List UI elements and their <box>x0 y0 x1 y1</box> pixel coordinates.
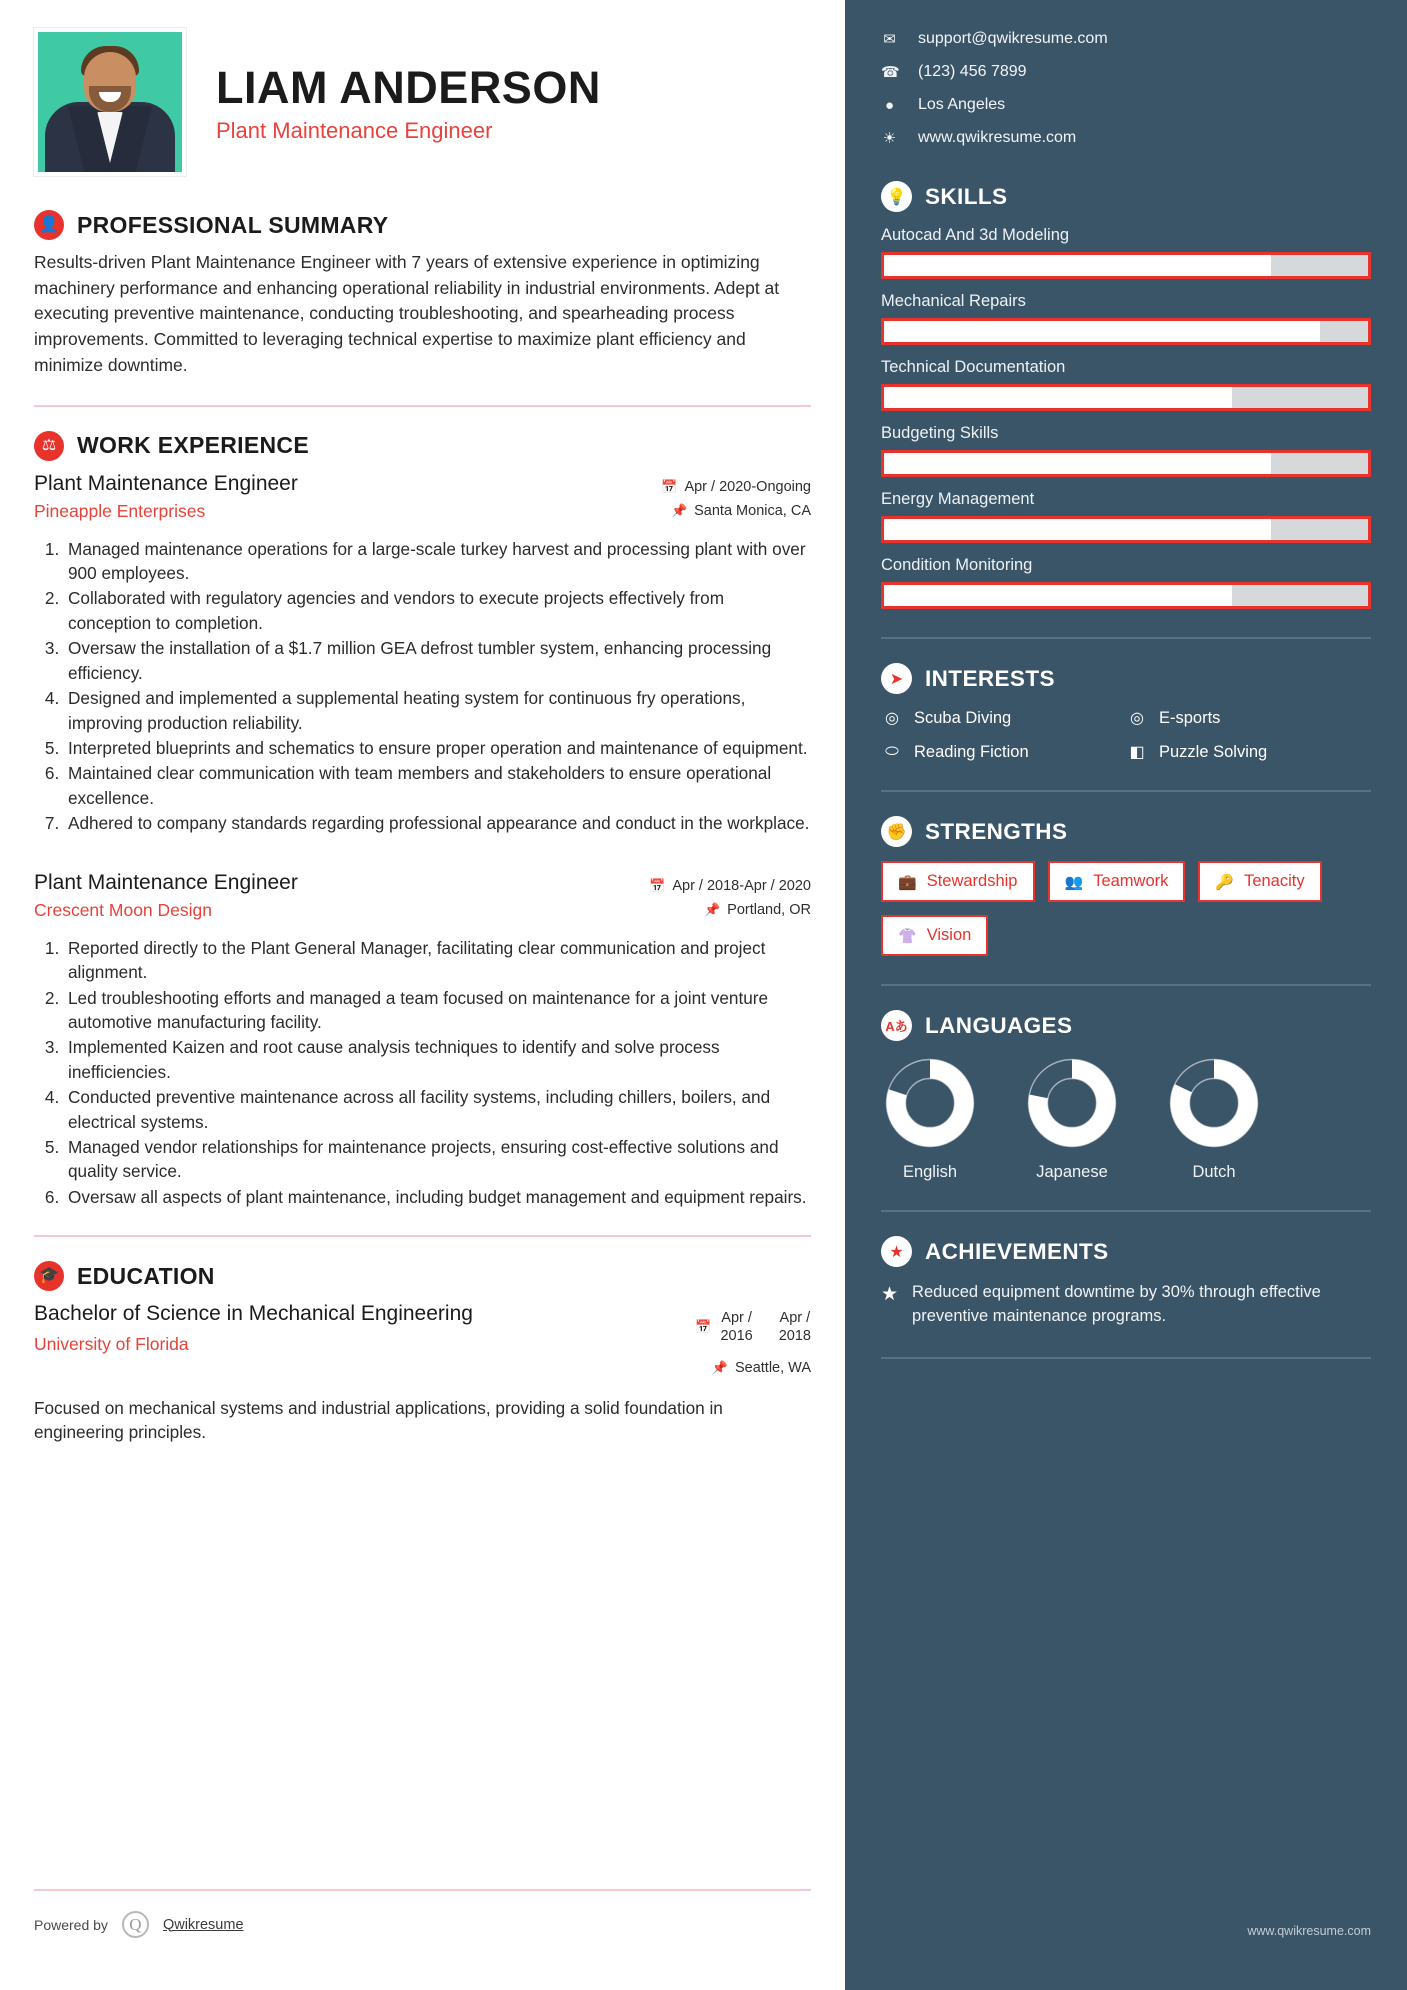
qwikresume-logo-icon: Q <box>122 1911 149 1938</box>
list-item: 7. Adhered to company standards regarding professional appearance and conduct in the workplace. <box>64 811 811 835</box>
person-icon: 👤 <box>34 210 64 240</box>
education-entry <box>34 1301 811 1445</box>
fist-icon: ✊ <box>881 816 912 847</box>
work-section-header <box>34 431 811 461</box>
interests-section-header <box>881 663 1371 694</box>
list-item: 1. Reported directly to the Plant General Manager, facilitating clear communication and project alignment. <box>64 936 811 985</box>
education-end-year: 2018 <box>778 1328 811 1345</box>
skill-progress-fill <box>884 453 1271 474</box>
profile-job-title: Plant Maintenance Engineer <box>216 118 493 144</box>
page-title: LIAM ANDERSON <box>216 61 601 113</box>
education-description: Focused on mechanical systems and industrial applications, providing a solid foundation in engineering principles. <box>34 1397 723 1443</box>
summary-text: Results-driven Plant Maintenance Engineer with 7 years of extensive experience in optimizing machinery performance and enhancing operational reliability in industrial environments. Adept at executing preventive maintenance, conducting troubleshooting, and spearheading process improvements. Committed to leveraging technical expertise to maximize plant efficiency and minimize downtime. <box>34 252 780 375</box>
name-block <box>216 60 601 144</box>
interests-list <box>881 708 1371 762</box>
briefcase-icon: ⚖ <box>34 431 64 461</box>
shooting-star-icon: ★ <box>881 1284 899 1305</box>
education-school: University of Florida <box>34 1333 189 1354</box>
map-pin-icon: 📌 <box>670 502 688 518</box>
skills-section-header <box>881 181 1371 212</box>
languages-list <box>881 1055 1371 1182</box>
resume-header <box>34 28 811 176</box>
strengths-heading: STRENGTHS <box>925 818 1068 844</box>
job-role: Plant Maintenance Engineer <box>34 870 298 894</box>
education-heading: EDUCATION <box>77 1262 215 1289</box>
map-pin-icon: 📌 <box>711 1359 728 1375</box>
language-donut-chart <box>882 1055 978 1151</box>
education-section-header <box>34 1261 811 1291</box>
interest-item: ⬭ Reading Fiction <box>881 742 1126 762</box>
sidebar-divider <box>881 1357 1371 1359</box>
list-item: 6. Maintained clear communication with team members and stakeholders to ensure operational excellence. <box>64 761 811 810</box>
graduation-icon: 🎓 <box>34 1261 64 1291</box>
languages-heading: LANGUAGES <box>925 1012 1073 1038</box>
book-icon: ◧ <box>1129 744 1145 761</box>
skill-row: Energy Management <box>881 490 1371 543</box>
list-item: 6. Oversaw all aspects of plant maintenance, including budget management and equipment repairs. <box>64 1185 811 1209</box>
skills-list <box>881 226 1371 609</box>
section-divider <box>34 1235 811 1237</box>
skill-row: Autocad And 3d Modeling <box>881 226 1371 279</box>
list-item: 3. Oversaw the installation of a $1.7 million GEA defrost tumbler system, enhancing processing efficiency. <box>64 636 811 685</box>
language-item: Dutch <box>1165 1055 1263 1182</box>
languages-section-header <box>881 1010 1371 1041</box>
skills-heading: SKILLS <box>925 183 1008 209</box>
section-divider <box>34 405 811 407</box>
envelope-icon: ✉ <box>883 31 896 48</box>
sidebar-divider <box>881 637 1371 639</box>
job-role: Plant Maintenance Engineer <box>34 471 298 495</box>
strength-chip: 👥 Teamwork <box>1048 861 1186 902</box>
contact-phone[interactable]: ☎ (123) 456 7899 <box>881 63 1027 81</box>
language-item: English <box>881 1055 979 1182</box>
education-location: 📌 Seattle, WA <box>711 1359 811 1376</box>
list-item: 3. Implemented Kaizen and root cause analysis techniques to identify and solve process inefficiencies. <box>64 1035 811 1084</box>
skill-row: Mechanical Repairs <box>881 292 1371 345</box>
skill-progress-bar <box>881 582 1371 609</box>
skill-progress-fill <box>884 255 1271 276</box>
skill-progress-bar <box>881 318 1371 345</box>
summary-heading: PROFESSIONAL SUMMARY <box>77 211 389 238</box>
job-location: 📌 Portland, OR <box>703 901 811 918</box>
sidebar-divider <box>881 984 1371 986</box>
job-dates: 📅 Apr / 2018-Apr / 2020 <box>649 877 811 894</box>
lifebuoy-icon: ◎ <box>1130 710 1144 727</box>
translate-icon: Aあ <box>881 1010 912 1041</box>
job-bullet-list <box>34 537 811 836</box>
globe-icon: ☀ <box>882 130 897 147</box>
education-start-month: Apr / <box>721 1310 752 1327</box>
list-item: 2. Led troubleshooting efforts and managed a team focused on maintenance for a joint venture automotive manufacturing facility. <box>64 986 811 1035</box>
skill-progress-bar <box>881 384 1371 411</box>
sidebar-divider <box>881 1210 1371 1212</box>
list-item: 4. Designed and implemented a supplemental heating system for continuous fry operations, improving production reliability. <box>64 686 811 735</box>
skill-progress-fill <box>884 519 1271 540</box>
qwikresume-link[interactable]: Qwikresume <box>162 1916 244 1933</box>
toolbox-icon: 💼 <box>898 873 917 891</box>
contact-website[interactable]: ☀ www.qwikresume.com <box>882 129 1077 147</box>
strength-chip: 🔑 Tenacity <box>1198 861 1321 902</box>
skill-progress-fill <box>884 585 1232 606</box>
interest-item: ◎ Scuba Diving <box>881 708 1126 728</box>
work-entry <box>34 471 811 836</box>
language-donut-chart <box>1166 1055 1262 1151</box>
resume-sidebar <box>845 0 1407 1990</box>
language-donut-chart <box>1024 1055 1120 1151</box>
language-item: Japanese <box>1023 1055 1121 1182</box>
achievement-item: ★ Reduced equipment downtime by 30% through effective preventive maintenance programs. <box>881 1283 1321 1325</box>
paper-plane-icon: ➤ <box>881 663 912 694</box>
location-pin-icon: ● <box>884 96 895 114</box>
calendar-icon: 📅 <box>695 1319 712 1335</box>
education-degree: Bachelor of Science in Mechanical Engineering <box>34 1302 473 1326</box>
skill-progress-bar <box>881 450 1371 477</box>
list-item: 4. Conducted preventive maintenance across all facility systems, including chillers, boilers, and electrical systems. <box>64 1085 811 1134</box>
skill-row: Technical Documentation <box>881 358 1371 411</box>
list-item: 5. Managed vendor relationships for maintenance projects, ensuring cost-effective solutions and quality service. <box>64 1135 811 1184</box>
gamepad-icon: ⬭ <box>885 743 899 760</box>
binoculars-icon: 👚 <box>898 927 917 945</box>
interest-item: ◧ Puzzle Solving <box>1126 742 1371 762</box>
sidebar-divider <box>881 790 1371 792</box>
sidebar-footer-url: www.qwikresume.com <box>1247 1924 1371 1938</box>
lightbulb-icon: 💡 <box>881 181 912 212</box>
strength-chip: 💼 Stewardship <box>881 861 1035 902</box>
avatar <box>34 28 186 176</box>
education-end-month: Apr / <box>779 1310 811 1327</box>
job-bullet-list <box>34 936 811 1210</box>
skill-progress-fill <box>884 321 1320 342</box>
skill-row: Budgeting Skills <box>881 424 1371 477</box>
skill-progress-fill <box>884 387 1232 408</box>
skill-progress-bar <box>881 252 1371 279</box>
strengths-section-header <box>881 816 1371 847</box>
work-heading: WORK EXPERIENCE <box>77 432 309 459</box>
contact-email[interactable]: ✉ support@qwikresume.com <box>881 30 1371 48</box>
interest-item: ◎ E-sports <box>1126 708 1371 728</box>
achievements-heading: ACHIEVEMENTS <box>925 1238 1109 1264</box>
skill-row: Condition Monitoring <box>881 556 1371 609</box>
left-footer <box>34 1889 811 1938</box>
calendar-icon: 📅 <box>661 478 678 494</box>
footer-divider <box>34 1889 811 1891</box>
list-item: 1. Managed maintenance operations for a large-scale turkey harvest and processing plant with over 900 employees. <box>64 537 811 586</box>
summary-section-header <box>34 210 811 240</box>
powered-by-label: Powered by <box>34 1916 108 1933</box>
job-dates: 📅 Apr / 2020-Ongoing <box>661 478 811 495</box>
work-entry <box>34 870 811 1210</box>
key-icon: 🔑 <box>1215 873 1235 891</box>
contact-location: ● Los Angeles <box>881 96 1371 114</box>
list-item: 5. Interpreted blueprints and schematics to ensure proper operation and maintenance of equipment. <box>64 736 811 760</box>
phone-icon: ☎ <box>881 64 900 81</box>
job-location: 📌 Santa Monica, CA <box>670 502 811 519</box>
people-icon: 👥 <box>1064 873 1084 891</box>
job-company: Crescent Moon Design <box>34 899 212 920</box>
contact-list <box>881 30 1371 147</box>
education-dates <box>601 1309 811 1345</box>
lifebuoy-icon: ◎ <box>885 710 899 727</box>
interests-heading: INTERESTS <box>925 665 1055 691</box>
list-item: 2. Collaborated with regulatory agencies and vendors to execute projects effectively from conception to completion. <box>64 586 811 635</box>
star-badge-icon: ★ <box>881 1236 912 1267</box>
map-pin-icon: 📌 <box>703 901 721 917</box>
strength-chip: 👚 Vision <box>881 915 988 956</box>
education-start-year: 2016 <box>720 1328 753 1345</box>
skill-progress-bar <box>881 516 1371 543</box>
calendar-icon: 📅 <box>649 877 666 893</box>
job-company: Pineapple Enterprises <box>34 500 206 521</box>
achievements-section-header <box>881 1236 1371 1267</box>
strengths-list <box>881 861 1371 956</box>
